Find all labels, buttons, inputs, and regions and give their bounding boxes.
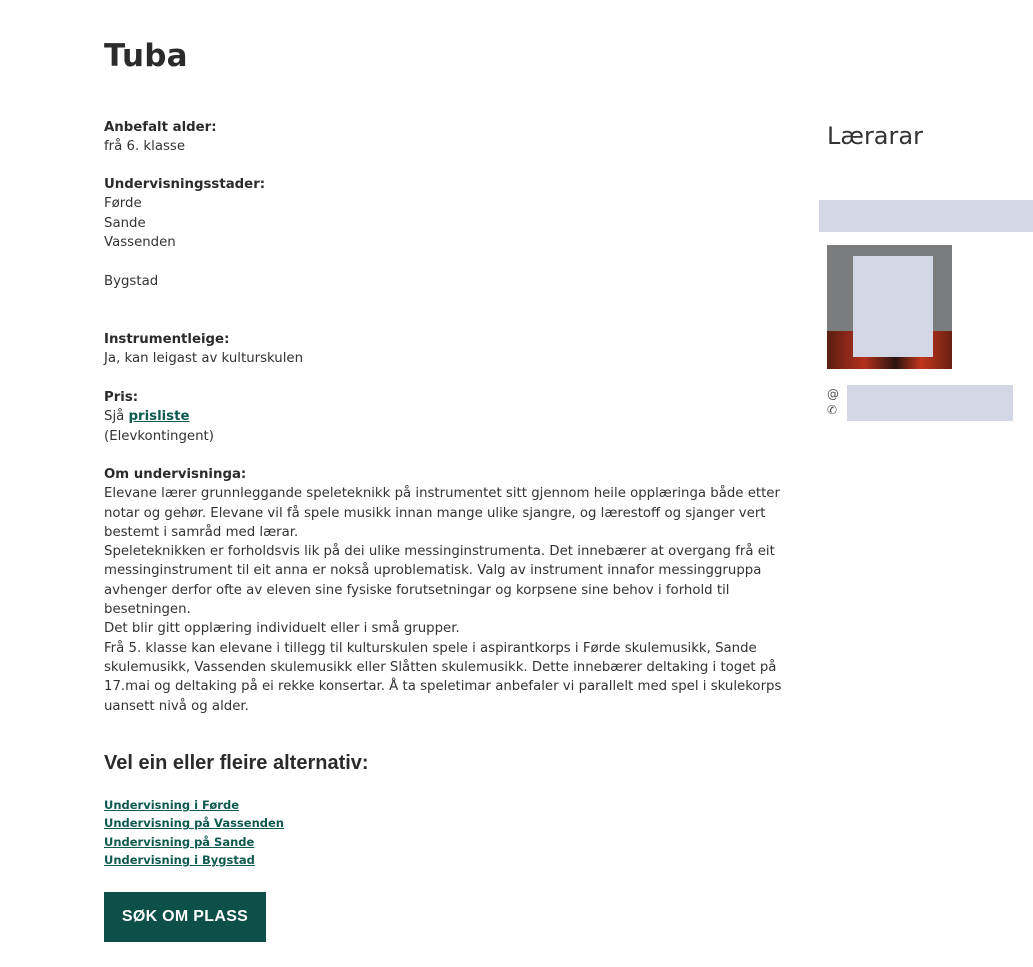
price-list-link[interactable]: prisliste [128,409,190,425]
location-item: Bygstad [104,274,159,289]
rent-section [104,330,804,369]
teacher-photo-redaction [853,256,933,357]
locations-section [104,175,804,252]
about-paragraph: Det blir gitt opplæring individuelt eller i små grupper. [104,621,460,637]
teacher-photo [827,245,952,369]
age-value: frå 6. klasse [104,139,186,155]
price-prefix: Sjå [104,409,129,425]
location-item: Førde [104,196,142,212]
teacher-name-bar [819,200,1033,232]
options-heading: Vel ein eller fleire alternativ: [104,752,369,774]
age-section [104,118,804,157]
price-label: Pris: [104,390,139,405]
teachers-title: Lærarar [827,122,923,150]
location-extra [104,272,804,291]
rent-label: Instrumentleige: [104,332,230,347]
option-link-sande[interactable]: Undervisning på Sande [104,834,255,849]
about-label: Om undervisninga: [104,467,247,482]
price-section [104,388,804,446]
rent-value: Ja, kan leigast av kulturskulen [104,351,304,367]
email-icon: @ [827,387,839,401]
locations-label: Undervisningsstader: [104,177,266,192]
about-paragraph: Elevane lærer grunnleggande speleteknikk på instrumentet sitt gjennom heile opplæringa både etter notar og gehør. Elevane vil få spele musikk innan mange ulike sjangre, og lærestoff og sjanger vert bestemt i samråd med lærar. [104,486,780,540]
apply-button[interactable]: SØK OM PLASS [104,892,266,942]
about-section [104,465,804,716]
about-paragraph: Frå 5. klasse kan elevane i tillegg til kulturskulen spele i aspirantkorps i Førde skulemusikk, Sande skulemusikk, Vassenden skulemusikk eller Slåtten skulemusikk. Dette innebærer deltaking i toget på 17.mai og deltaking på ei rekke konsertar. Å ta speletimar anbefaler vi parallelt med spel i skulekorps uansett nivå og alder. [104,640,782,714]
contact-details [847,385,1013,421]
option-link-bygstad[interactable]: Undervisning i Bygstad [104,852,255,867]
price-note: (Elevkontingent) [104,428,214,444]
option-link-vassenden[interactable]: Undervisning på Vassenden [104,816,284,831]
location-item: Sande [104,215,146,231]
contact-icons [827,386,839,418]
options-links [104,796,284,869]
age-label: Anbefalt alder: [104,120,217,135]
about-paragraph: Speleteknikken er forholdsvis lik på dei ulike messinginstrumenta. Det innebærer at overgang frå eit messinginstrument til eit anna er nokså uproblematisk. Valg av instrument innafor messinggruppa avhenger derfor ofte av eleven sine fysiske forutsetningar og korpsene sine behov i forhold til besetningen. [104,544,775,618]
phone-icon: ✆ [827,403,838,417]
price-line [104,407,804,426]
location-item: Vassenden [104,234,176,250]
option-link-forde[interactable]: Undervisning i Førde [104,798,240,812]
page-title: Tuba [104,38,188,74]
